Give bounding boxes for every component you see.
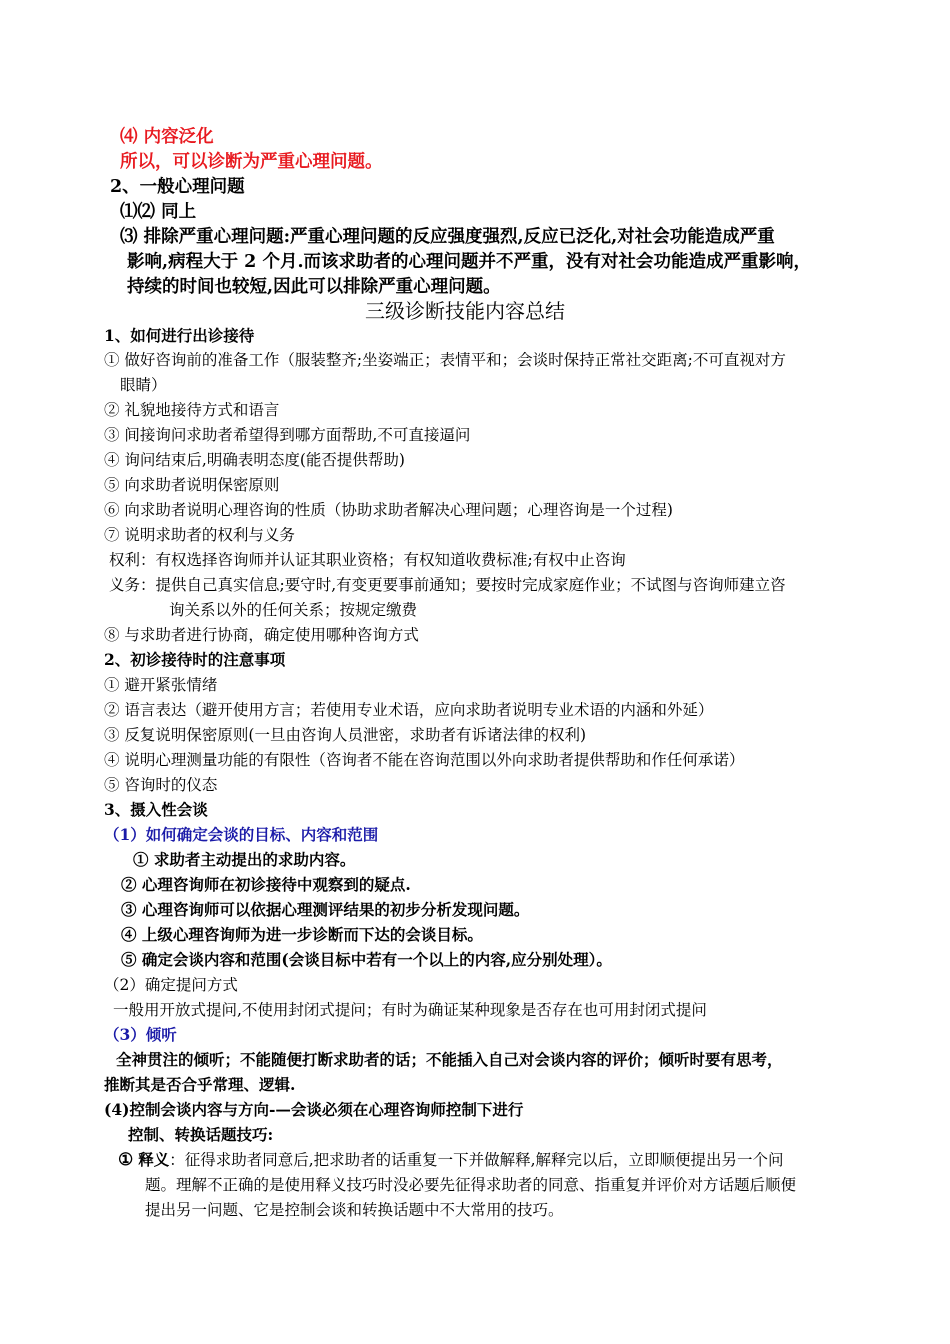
technique-1: [118, 1148, 784, 1172]
top-line-4: ⑷ 内容泛化: [120, 127, 214, 147]
s1-duties-cont: 询关系以外的任何关系；按规定缴费: [169, 601, 418, 619]
s1-item-6: ⑥ 向求助者说明心理咨询的性质（协助求助者解决心理问题；心理咨询是一个过程): [104, 501, 673, 519]
s2-item-5: ⑤ 咨询时的仪态: [104, 776, 218, 794]
section-2-heading: 2、初诊接待时的注意事项: [104, 650, 286, 669]
general-problem-heading: 2、一般心理问题: [110, 177, 245, 197]
document-title: 三级诊断技能内容总结: [365, 299, 565, 323]
s3-sub3-text: 全神贯注的倾听；不能随便打断求助者的话；不能插入自己对会谈内容的评价；倾听时要有思考，: [116, 1050, 783, 1069]
top-line-3b: 影响,病程大于 2 个月.而该求助者的心理问题并不严重，没有对社会功能造成严重影响，: [127, 252, 812, 272]
s1-item-4: ④ 询问结束后,明确表明态度(能否提供帮助): [104, 451, 405, 469]
s2-item-1: ① 避开紧张情绪: [104, 676, 218, 694]
section-3-heading: 3、摄入性会谈: [104, 800, 208, 819]
s3-sub1-item-4: ④ 上级心理咨询师为进一步诊断而下达的会谈目标。: [121, 925, 483, 944]
s2-item-2: ② 语言表达（避开使用方言；若使用专业术语，应向求助者说明专业术语的内涵和外延）: [104, 701, 714, 719]
s3-sub3-text-cont: 推断其是否合乎常理、逻辑.: [104, 1075, 296, 1094]
s2-item-3: ③ 反复说明保密原则(一旦由咨询人员泄密，求助者有诉诸法律的权利): [104, 726, 587, 744]
s2-item-4: ④ 说明心理测量功能的有限性（咨询者不能在咨询范围以外向求助者提供帮助和作任何承诺）: [104, 751, 745, 769]
top-conclusion: 所以，可以诊断为严重心理问题。: [120, 152, 383, 172]
s3-sub2-text: 一般用开放式提问,不使用封闭式提问；有时为确证某种现象是否存在也可用封闭式提问: [113, 1001, 707, 1019]
technique-1-cont-2: 提出另一问题、它是控制会谈和转换话题中不大常用的技巧。: [145, 1201, 564, 1219]
s3-sub1-item-3: ③ 心理咨询师可以依据心理测评结果的初步分析发现问题。: [121, 900, 530, 919]
s1-item-2: ② 礼貌地接待方式和语言: [104, 401, 280, 419]
technique-1-cont: 题。理解不正确的是使用释义技巧时没必要先征得求助者的同意、指重复并评价对方话题后顺便: [145, 1176, 797, 1194]
s1-item-7: ⑦ 说明求助者的权利与义务: [104, 526, 295, 544]
top-line-3a: ⑶ 排除严重心理问题:严重心理问题的反应强度强烈,反应已泛化,对社会功能造成严重: [120, 227, 775, 247]
s3-sub1-item-2: ② 心理咨询师在初诊接待中观察到的疑点.: [121, 875, 411, 894]
s3-sub-4: (4)控制会谈内容与方向-—会谈必须在心理咨询师控制下进行: [104, 1100, 524, 1119]
s3-sub-1: （1）如何确定会谈的目标、内容和范围: [104, 825, 379, 844]
technique-1-term: 释义: [138, 1150, 170, 1169]
s1-item-8: ⑧ 与求助者进行协商，确定使用哪种咨询方式: [104, 626, 419, 644]
top-line-3c: 持续的时间也较短,因此可以排除严重心理问题。: [127, 277, 501, 297]
s3-sub1-item-5: ⑤ 确定会谈内容和范围(会谈目标中若有一个以上的内容,应分别处理）。: [121, 950, 612, 969]
section-1-heading: 1、如何进行出诊接待: [104, 326, 255, 345]
top-line-12: ⑴⑵ 同上: [120, 202, 197, 222]
technique-1-number: ①: [118, 1150, 134, 1170]
s1-rights: 权利：有权选择咨询师并认证其职业资格；有权知道收费标准;有权中止咨询: [109, 551, 626, 569]
s1-item-1-cont: 眼睛）: [120, 376, 167, 394]
s3-sub-2: （2）确定提问方式: [104, 976, 238, 994]
s3-sub4-label: 控制、转换话题技巧:: [128, 1125, 274, 1144]
s1-duties: 义务：提供自己真实信息;要守时,有变更要事前通知；要按时完成家庭作业；不试图与咨询师建立咨: [109, 576, 786, 594]
s1-item-5: ⑤ 向求助者说明保密原则: [104, 476, 280, 494]
s1-item-3: ③ 间接询问求助者希望得到哪方面帮助,不可直接逼问: [104, 426, 471, 444]
s3-sub1-item-1: ① 求助者主动提出的求助内容。: [133, 850, 356, 869]
s3-sub-3: （3）倾听: [104, 1025, 177, 1044]
s1-item-1: ① 做好咨询前的准备工作（服装整齐;坐姿端正；表情平和；会谈时保持正常社交距离;不可直视对方: [104, 351, 786, 369]
technique-1-text: ：征得求助者同意后,把求助者的话重复一下并做解释,解释完以后，立即顺便提出另一个问: [169, 1151, 784, 1169]
